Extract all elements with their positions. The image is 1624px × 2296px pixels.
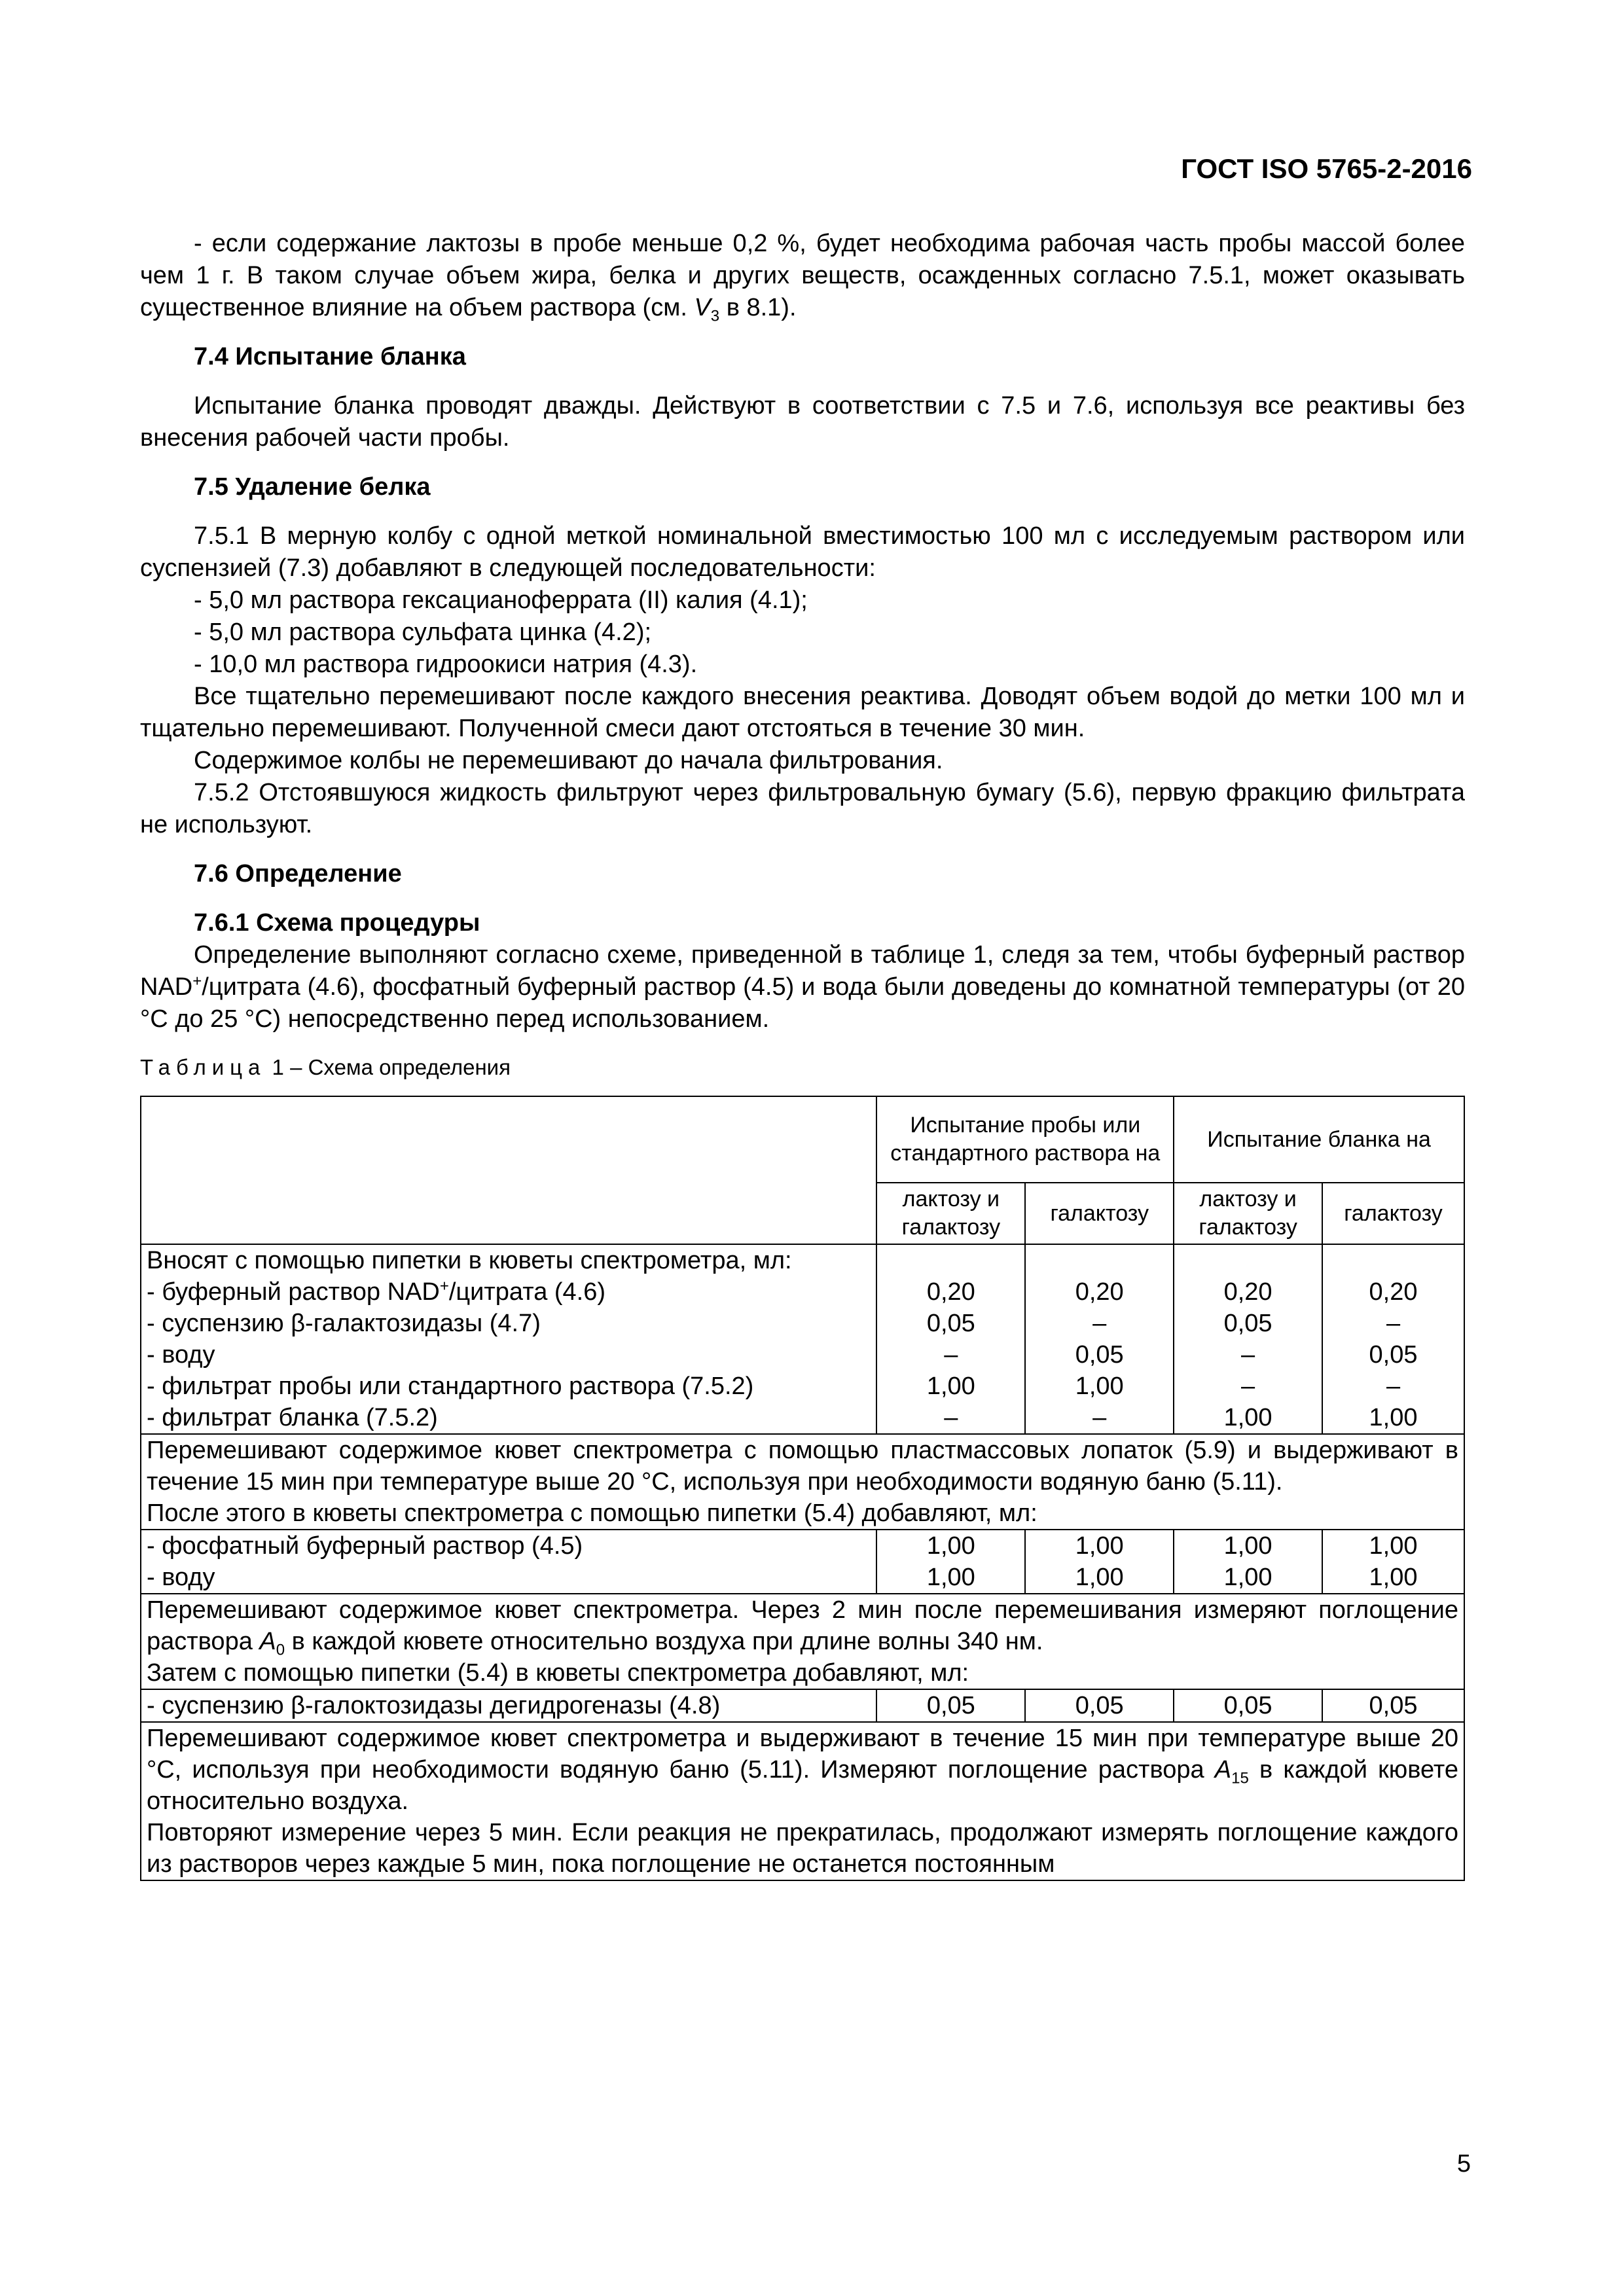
note-text: Перемешивают содержимое кювет спектрометра. Через 2 мин после перемешивания измеряют поглощение раствора $A_0$ в каждой кювете относительно воздуха при длине волны 340 нм. (147, 1596, 1458, 1659)
header-blank-test: Испытание бланка на (1174, 1096, 1464, 1183)
table-cell: 0,20 (1369, 1278, 1418, 1306)
table-cell: 1,00 (1369, 1532, 1418, 1560)
note-measure-a0 (141, 1594, 1464, 1689)
table-cell: 1,00 (926, 1564, 975, 1591)
paragraph-procedure: Определение выполняют согласно схеме, приведенной в таблице 1, следя за тем, чтобы буферный раствор NAD+/цитрата (4.6), фосфатный буферный раствор (4.5) и вода были доведены до комнатной температуры (от 20 °С до 25 °С) непосредственно перед использованием. (140, 941, 1465, 1033)
value-column (1322, 1244, 1464, 1434)
table-cell: 1,00 (1075, 1532, 1124, 1560)
subheader-lactose-galactose: лактозу и галактозу (876, 1183, 1025, 1244)
table-cell: 0,20 (1075, 1278, 1124, 1306)
note-text: Повторяют измерение через 5 мин. Если реакция не прекратилась, продолжают измерять поглощение каждого из растворов через каждые 5 мин, пока поглощение не останется постоянным (147, 1819, 1458, 1878)
row-label: - воду (147, 1341, 215, 1369)
table-cell: 1,00 (926, 1532, 975, 1560)
paragraph-7-5-2: 7.5.2 Отстоявшуюся жидкость фильтруют через фильтровальную бумагу (5.6), первую фракцию фильтрата не используют. (140, 779, 1465, 838)
table-cell: 0,05 (926, 1692, 975, 1719)
table-cell: – (944, 1341, 958, 1369)
table-corner-cell (141, 1096, 876, 1244)
page-number: 5 (1456, 2150, 1471, 2178)
table-cell: – (1386, 1372, 1401, 1400)
table-cell: 1,00 (926, 1372, 975, 1400)
section-intro: После этого в кюветы спектрометра с помощью пипетки (5.4) добавляют, мл: (147, 1499, 1038, 1527)
section-heading-7-4: 7.4 Испытание бланка (194, 343, 466, 370)
section-1-labels (141, 1244, 876, 1434)
value-column (876, 1244, 1025, 1434)
note-incubation (141, 1434, 1464, 1530)
table-cell: – (944, 1404, 958, 1431)
row-label: - воду (147, 1564, 215, 1591)
note-text: Перемешивают содержимое кювет спектрометра и выдерживают в течение 15 мин при температуре выше 20 °С, используя при необходимости водяную баню (5.11). Измеряют поглощение раствора $A_{15}$ в каждой кювете относительно воздуха. (147, 1725, 1458, 1815)
row-label: - буферный раствор NAD+/цитрата (4.6) (147, 1277, 606, 1306)
paragraph-lactose-note: - если содержание лактозы в пробе меньше 0,2 %, будет необходима рабочая часть пробы массой более чем 1 г. В таком случае объем жира, белка и других веществ, осажденных согласно 7.5.1, может оказывать существенное влияние на объем раствора (см. $V_3$ в 8.1). (140, 230, 1465, 325)
section-heading-7-5: 7.5 Удаление белка (194, 473, 431, 501)
section-intro: Затем с помощью пипетки (5.4) в кюветы спектрометра добавляют, мл: (147, 1659, 969, 1687)
table-cell: 0,05 (1369, 1341, 1418, 1369)
paragraph-no-mixing: Содержимое колбы не перемешивают до начала фильтрования. (194, 747, 943, 774)
value-column (1174, 1689, 1322, 1722)
table-cell: 0,05 (1223, 1692, 1272, 1719)
value-column (876, 1530, 1025, 1594)
section-heading-7-6: 7.6 Определение (194, 860, 402, 888)
table-cell: – (1386, 1310, 1401, 1337)
list-item: - 10,0 мл раствора гидроокиси натрия (4.3). (194, 651, 698, 678)
table-cell: – (1092, 1404, 1107, 1431)
table-cell: 1,00 (1223, 1404, 1272, 1431)
table-caption: Таблица 1 – Схема определения (140, 1055, 511, 1079)
section-3-labels (141, 1689, 876, 1722)
subheader-lactose-galactose: лактозу и галактозу (1174, 1183, 1322, 1244)
table-cell: 1,00 (1369, 1564, 1418, 1591)
value-column (1025, 1244, 1174, 1434)
subheader-galactose: галактозу (1025, 1183, 1174, 1244)
table-cell: 1,00 (1223, 1532, 1272, 1560)
determination-table (140, 1096, 1465, 1881)
value-column (876, 1689, 1025, 1722)
table-cell: 0,05 (1075, 1692, 1124, 1719)
list-item: - 5,0 мл раствора гексацианоферрата (II) калия (4.1); (194, 586, 808, 614)
row-label: - фосфатный буферный раствор (4.5) (147, 1532, 583, 1560)
paragraph-mixing: Все тщательно перемешивают после каждого внесения реактива. Доводят объем водой до метки 100 мл и тщательно перемешивают. Полученной смеси дают отстояться в течение 30 мин. (140, 683, 1465, 742)
table-cell: 0,20 (926, 1278, 975, 1306)
table-cell: 1,00 (1223, 1564, 1272, 1591)
table-cell: – (1241, 1372, 1255, 1400)
table-cell: 0,20 (1223, 1278, 1272, 1306)
value-column (1174, 1244, 1322, 1434)
body-text (140, 228, 1465, 1035)
paragraph-7-5-1: 7.5.1 В мерную колбу с одной меткой номинальной вместимостью 100 мл с исследуемым раствором или суспензией (7.3) добавляют в следующей последовательности: (140, 522, 1465, 582)
value-column (1174, 1530, 1322, 1594)
table-cell: 0,05 (926, 1310, 975, 1337)
table-cell: 1,00 (1075, 1564, 1124, 1591)
list-item: - 5,0 мл раствора сульфата цинка (4.2); (194, 619, 652, 646)
document-code: ГОСТ ISO 5765-2-2016 (1181, 153, 1472, 184)
header-sample-test: Испытание пробы или стандартного раствора на (876, 1096, 1174, 1183)
section-intro: Вносят с помощью пипетки в кюветы спектрометра, мл: (147, 1247, 792, 1274)
note-final (141, 1722, 1464, 1880)
table-cell: 1,00 (1075, 1372, 1124, 1400)
section-heading-7-6-1: 7.6.1 Схема процедуры (194, 909, 480, 937)
paragraph-blank-test: Испытание бланка проводят дважды. Действуют в соответствии с 7.5 и 7.6, используя все реактивы без внесения рабочей части пробы. (140, 392, 1465, 452)
row-label: - фильтрат бланка (7.5.2) (147, 1404, 438, 1431)
table-cell: – (1092, 1310, 1107, 1337)
note-text: Перемешивают содержимое кювет спектрометра с помощью пластмассовых лопаток (5.9) и выдерживают в течение 15 мин при температуре выше 20 °С, используя при необходимости водяную баню (5.11). (147, 1437, 1458, 1496)
subheader-galactose: галактозу (1322, 1183, 1464, 1244)
value-column (1322, 1530, 1464, 1594)
row-label: - суспензию β-галоктозидазы дегидрогеназы (4.8) (147, 1692, 721, 1719)
table-cell: 0,05 (1369, 1692, 1418, 1719)
value-column (1025, 1530, 1174, 1594)
value-column (1322, 1689, 1464, 1722)
table-cell: – (1241, 1341, 1255, 1369)
section-2-labels (141, 1530, 876, 1594)
value-column (1025, 1689, 1174, 1722)
table-cell: 0,05 (1223, 1310, 1272, 1337)
table-cell: 0,05 (1075, 1341, 1124, 1369)
table-cell: 1,00 (1369, 1404, 1418, 1431)
row-label: - фильтрат пробы или стандартного раствора (7.5.2) (147, 1372, 754, 1400)
row-label: - суспензию β-галактозидазы (4.7) (147, 1310, 541, 1337)
